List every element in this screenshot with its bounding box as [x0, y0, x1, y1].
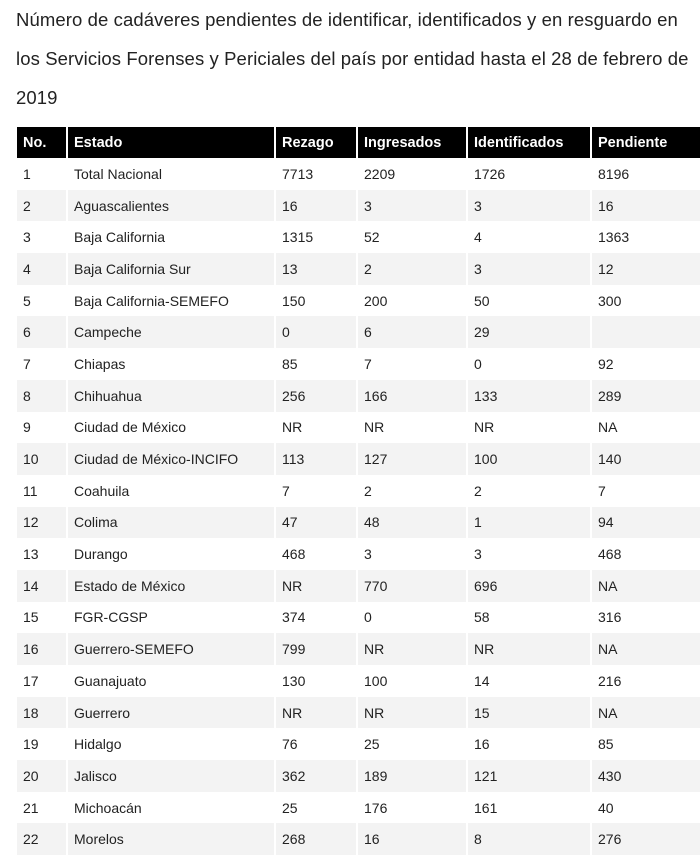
cell-no: 8 [17, 380, 66, 412]
table-row [17, 253, 700, 285]
cell-identificados: 161 [474, 799, 498, 816]
cell-no: 4 [17, 253, 66, 285]
cell-pendiente: NA [598, 419, 618, 436]
cell-no: 17 [23, 672, 39, 689]
cell-estado: Baja California Sur [68, 253, 274, 285]
cell-pendiente: NA [592, 697, 700, 729]
cell-ingresados: 6 [358, 316, 466, 348]
table-row [17, 190, 700, 222]
cell-rezago: NR [276, 697, 356, 729]
cell-pendiente: 8196 [598, 165, 630, 182]
cell-ingresados: 7 [364, 355, 372, 372]
cell-ingresados: 189 [358, 760, 466, 792]
cell-identificados: NR [474, 419, 495, 436]
column-header-no: No. [17, 127, 66, 158]
table-row [17, 602, 700, 634]
cell-ingresados: 200 [364, 292, 388, 309]
cell-rezago: NR [276, 570, 356, 602]
cell-pendiente: NA [592, 570, 700, 602]
cell-estado: Chihuahua [68, 380, 274, 412]
cell-identificados: 1726 [474, 165, 506, 182]
cell-ingresados: 3 [364, 546, 372, 563]
cell-pendiente: 40 [598, 799, 614, 816]
cell-no: 15 [23, 609, 39, 626]
cell-no: 22 [17, 823, 66, 855]
cell-pendiente: 1363 [598, 229, 630, 246]
cell-rezago: 150 [282, 292, 306, 309]
cell-rezago: 468 [282, 546, 306, 563]
cell-rezago: 374 [282, 609, 306, 626]
cell-identificados: 2 [474, 482, 482, 499]
cell-pendiente: 92 [598, 355, 614, 372]
cell-rezago: 7713 [282, 165, 314, 182]
cell-rezago: 13 [276, 253, 356, 285]
cell-no: 14 [17, 570, 66, 602]
cell-estado: Guanajuato [74, 672, 147, 689]
cell-estado: Total Nacional [74, 165, 162, 182]
table-row [17, 285, 700, 317]
cell-identificados: 4 [474, 229, 482, 246]
cell-no: 2 [17, 190, 66, 222]
cell-estado: Durango [74, 546, 128, 563]
table-row [17, 443, 700, 475]
table-body [17, 158, 700, 855]
cell-no: 13 [23, 546, 39, 563]
cell-pendiente: 430 [592, 760, 700, 792]
cell-rezago: 256 [276, 380, 356, 412]
table-row [17, 412, 700, 444]
cell-ingresados: 2 [364, 482, 372, 499]
column-header-pendiente: Pendiente [592, 127, 700, 158]
table-row [17, 570, 700, 602]
table-row [17, 697, 700, 729]
cell-ingresados: 176 [364, 799, 388, 816]
cell-estado: Jalisco [68, 760, 274, 792]
cell-estado: Estado de México [68, 570, 274, 602]
cell-identificados: 696 [468, 570, 590, 602]
cell-no: 16 [17, 633, 66, 665]
cell-identificados: NR [468, 633, 590, 665]
cell-no: 7 [23, 355, 31, 372]
cell-rezago: 362 [276, 760, 356, 792]
cell-estado: Morelos [68, 823, 274, 855]
cell-ingresados: 25 [364, 736, 380, 753]
cell-pendiente: 7 [598, 482, 606, 499]
cell-pendiente: 16 [592, 190, 700, 222]
cell-identificados: 58 [474, 609, 490, 626]
cell-estado: Ciudad de México [74, 419, 187, 436]
cell-no: 21 [23, 799, 39, 816]
column-header-estado: Estado [68, 127, 274, 158]
cell-no: 11 [23, 482, 38, 499]
cell-identificados: 1 [468, 507, 590, 539]
cell-rezago: 0 [276, 316, 356, 348]
cell-no: 6 [17, 316, 66, 348]
table-row [17, 475, 700, 507]
cell-estado: FGR-CGSP [74, 609, 148, 626]
cell-pendiente: 468 [598, 546, 622, 563]
cell-rezago: 1315 [282, 229, 314, 246]
cell-no: 3 [23, 229, 31, 246]
cell-identificados: 29 [468, 316, 590, 348]
cell-identificados: 50 [474, 292, 490, 309]
cell-rezago: 268 [276, 823, 356, 855]
cell-identificados: 15 [468, 697, 590, 729]
cell-ingresados: 770 [358, 570, 466, 602]
cell-ingresados: 3 [358, 190, 466, 222]
cell-pendiente: 316 [598, 609, 622, 626]
table-row [17, 665, 700, 697]
cell-ingresados: 2209 [364, 165, 396, 182]
cell-estado: Campeche [68, 316, 274, 348]
cell-no: 10 [17, 443, 66, 475]
cell-ingresados: 52 [364, 229, 380, 246]
table-row [17, 728, 700, 760]
cell-ingresados: 48 [358, 507, 466, 539]
cell-identificados: 3 [474, 546, 482, 563]
cell-ingresados: 0 [364, 609, 372, 626]
cell-rezago: 799 [276, 633, 356, 665]
table-row [17, 792, 700, 824]
cell-ingresados: 100 [364, 672, 388, 689]
table-header [17, 127, 700, 158]
table-row [17, 633, 700, 665]
cell-ingresados: 16 [358, 823, 466, 855]
column-header-ingresados: Ingresados [358, 127, 466, 158]
cell-ingresados: NR [358, 633, 466, 665]
cell-rezago: 113 [276, 443, 356, 475]
cell-ingresados: 2 [358, 253, 466, 285]
table-row [17, 538, 700, 570]
cell-estado: Michoacán [74, 799, 142, 816]
cell-estado: Baja California-SEMEFO [74, 292, 229, 309]
table-row [17, 316, 700, 348]
cell-ingresados: NR [358, 697, 466, 729]
cell-pendiente: 85 [598, 736, 614, 753]
table-row [17, 221, 700, 253]
page-title: Número de cadáveres pendientes de identificar, identificados y en resguardo en los Servicios Forenses y Periciales del país por entidad hasta el 28 de febrero de 2019 [16, 9, 689, 108]
cell-no: 9 [23, 419, 31, 436]
cell-identificados: 100 [468, 443, 590, 475]
cell-estado: Aguascalientes [68, 190, 274, 222]
cell-estado: Ciudad de México-INCIFO [68, 443, 274, 475]
cell-rezago: 25 [282, 799, 298, 816]
cell-identificados: 3 [468, 190, 590, 222]
cell-estado: Guerrero-SEMEFO [68, 633, 274, 665]
cell-no: 20 [17, 760, 66, 792]
cell-estado: Guerrero [68, 697, 274, 729]
cell-ingresados: 166 [358, 380, 466, 412]
cell-no: 1 [23, 165, 31, 182]
cell-rezago: 16 [276, 190, 356, 222]
cell-rezago: 76 [282, 736, 298, 753]
data-table [15, 127, 700, 855]
cell-pendiente: 216 [598, 672, 622, 689]
table-row [17, 823, 700, 855]
cell-no: 5 [23, 292, 31, 309]
table-row [17, 507, 700, 539]
cell-identificados: 3 [468, 253, 590, 285]
cell-identificados: 16 [474, 736, 490, 753]
cell-rezago: NR [282, 419, 303, 436]
table-row [17, 760, 700, 792]
cell-identificados: 133 [468, 380, 590, 412]
cell-no: 18 [17, 697, 66, 729]
header-row [17, 127, 700, 158]
cell-rezago: 7 [282, 482, 290, 499]
cell-identificados: 14 [474, 672, 490, 689]
cell-identificados: 0 [474, 355, 482, 372]
table-row [17, 348, 700, 380]
table-row [17, 380, 700, 412]
column-header-rezago: Rezago [276, 127, 356, 158]
cell-pendiente: NA [592, 633, 700, 665]
cell-estado: Coahuila [74, 482, 130, 499]
cell-ingresados: 127 [358, 443, 466, 475]
cell-no: 19 [23, 736, 39, 753]
column-header-identificados: Identificados [468, 127, 590, 158]
table-row [17, 158, 700, 190]
cell-no: 12 [17, 507, 66, 539]
cell-rezago: 47 [276, 507, 356, 539]
cell-estado: Colima [68, 507, 274, 539]
cell-ingresados: NR [364, 419, 385, 436]
cell-pendiente [592, 316, 700, 348]
cell-estado: Baja California [74, 229, 166, 246]
cell-identificados: 121 [468, 760, 590, 792]
cell-rezago: 85 [282, 355, 298, 372]
cell-pendiente: 140 [592, 443, 700, 475]
cell-estado: Chiapas [74, 355, 126, 372]
cell-pendiente: 289 [592, 380, 700, 412]
cell-estado: Hidalgo [74, 736, 122, 753]
cell-pendiente: 12 [592, 253, 700, 285]
cell-pendiente: 300 [598, 292, 622, 309]
cell-pendiente: 276 [592, 823, 700, 855]
cell-rezago: 130 [282, 672, 306, 689]
cell-identificados: 8 [468, 823, 590, 855]
cell-pendiente: 94 [592, 507, 700, 539]
